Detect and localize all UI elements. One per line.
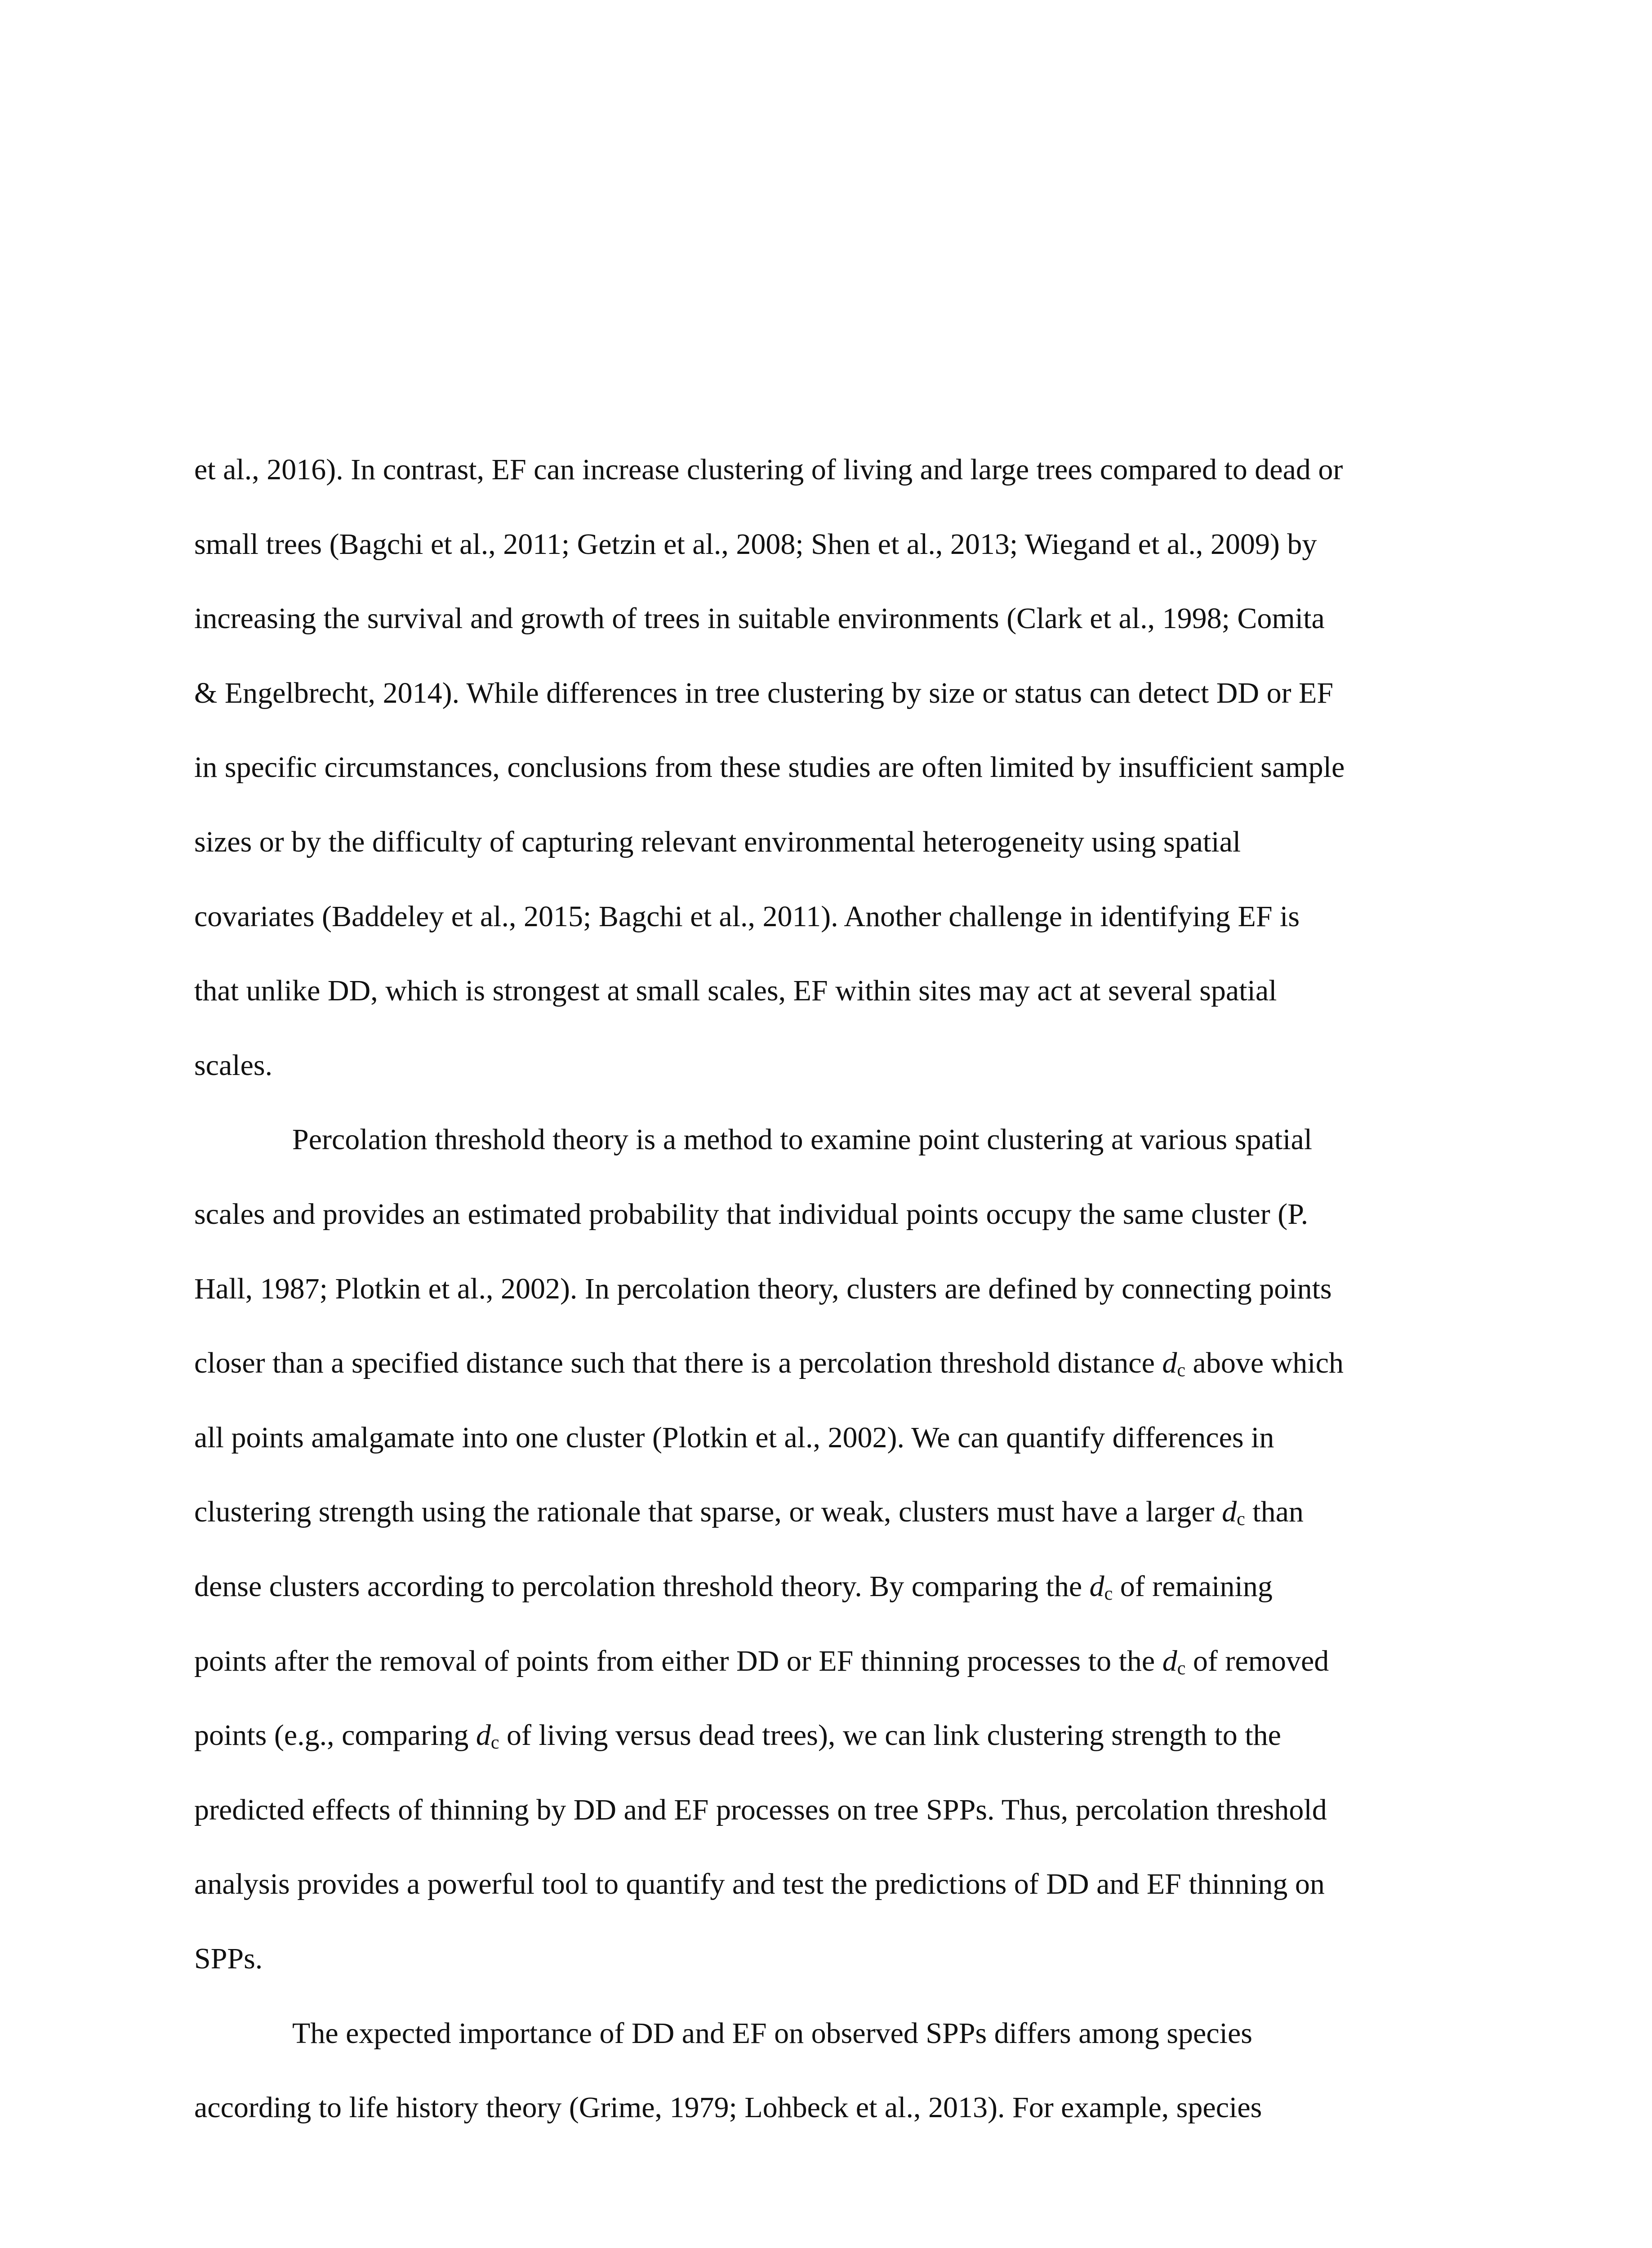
text-line: The expected importance of DD and EF on observed SPPs differs among species	[292, 2017, 1252, 2050]
text-line: all points amalgamate into one cluster (Plotkin et al., 2002). We can quantify differences in	[194, 1421, 1274, 1454]
text-line: in specific circumstances, conclusions from these studies are often limited by insufficient sample	[194, 751, 1345, 784]
text-line: increasing the survival and growth of trees in suitable environments (Clark et al., 1998; Comita	[194, 602, 1325, 635]
text-segment: of remaining	[1113, 1570, 1273, 1603]
text-line: scales.	[194, 1049, 273, 1082]
text-line: according to life history theory (Grime, 1979; Lohbeck et al., 2013). For example, species	[194, 2091, 1262, 2124]
text-segment: closer than a specified distance such that there is a percolation threshold distance	[194, 1347, 1162, 1379]
text-line: small trees (Bagchi et al., 2011; Getzin et al., 2008; Shen et al., 2013; Wiegand et al., 2009) by	[194, 528, 1317, 561]
text-segment: points (e.g., comparing	[194, 1719, 476, 1752]
symbol-d: d	[476, 1719, 491, 1752]
symbol-d: d	[1162, 1347, 1177, 1379]
symbol-d: d	[1089, 1570, 1104, 1603]
text-line: Hall, 1987; Plotkin et al., 2002). In percolation theory, clusters are defined by connecting points	[194, 1272, 1332, 1305]
text-segment: of removed	[1185, 1645, 1329, 1677]
text-line: covariates (Baddeley et al., 2015; Bagchi et al., 2011). Another challenge in identifying EF is	[194, 900, 1300, 933]
symbol-subscript: c	[1177, 1658, 1186, 1679]
text-line	[194, 1494, 1304, 1530]
text-line	[194, 1569, 1273, 1605]
text-line: SPPs.	[194, 1942, 263, 1975]
symbol-subscript: c	[490, 1732, 499, 1753]
text-segment: above which	[1185, 1347, 1344, 1379]
text-line: sizes or by the difficulty of capturing relevant environmental heterogeneity using spatial	[194, 825, 1241, 858]
text-line	[194, 1643, 1329, 1679]
text-line	[194, 1345, 1344, 1381]
text-line: analysis provides a powerful tool to quantify and test the predictions of DD and EF thinning on	[194, 1868, 1325, 1900]
text-segment: points after the removal of points from either DD or EF thinning processes to the	[194, 1645, 1162, 1677]
text-line: Percolation threshold theory is a method to examine point clustering at various spatial	[292, 1123, 1313, 1156]
text-segment: clustering strength using the rationale that sparse, or weak, clusters must have a larger	[194, 1495, 1222, 1528]
symbol-subscript: c	[1177, 1360, 1186, 1381]
text-segment: dense clusters according to percolation threshold theory. By comparing the	[194, 1570, 1090, 1603]
symbol-subscript: c	[1237, 1509, 1245, 1530]
text-segment: of living versus dead trees), we can link clustering strength to the	[499, 1719, 1281, 1752]
symbol-d: d	[1162, 1645, 1177, 1677]
text-line	[194, 1717, 1281, 1753]
symbol-subscript: c	[1104, 1583, 1113, 1604]
text-line: et al., 2016). In contrast, EF can increase clustering of living and large trees compared to dead or	[194, 453, 1343, 486]
text-line: that unlike DD, which is strongest at small scales, EF within sites may act at several spatial	[194, 974, 1277, 1007]
text-segment: than	[1245, 1495, 1304, 1528]
text-line: & Engelbrecht, 2014). While differences in tree clustering by size or status can detect DD or EF	[194, 677, 1334, 709]
symbol-d: d	[1222, 1495, 1237, 1528]
text-line: predicted effects of thinning by DD and EF processes on tree SPPs. Thus, percolation threshold	[194, 1793, 1327, 1826]
text-line: scales and provides an estimated probability that individual points occupy the same cluster (P.	[194, 1198, 1309, 1231]
